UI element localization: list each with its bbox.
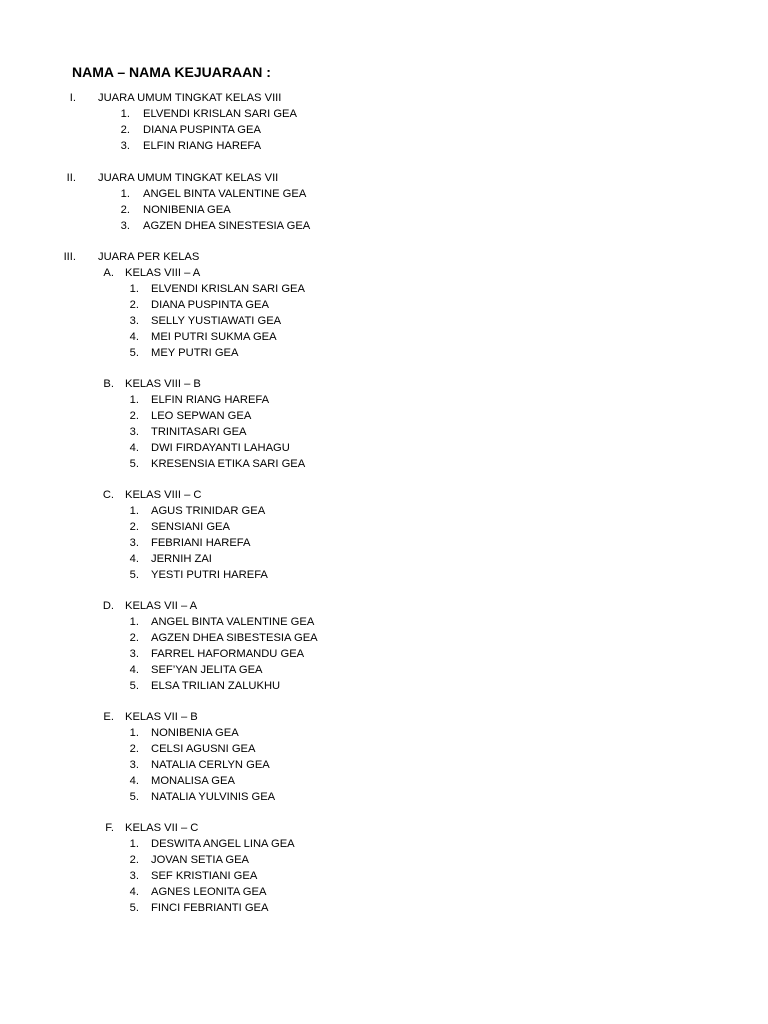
- subsection-title: KELAS VII – A: [125, 600, 198, 612]
- subsection-marker: A.: [103, 267, 114, 279]
- list-item-name: SEF’YAN JELITA GEA: [151, 664, 263, 676]
- list-item-number: 2.: [129, 632, 139, 644]
- list-item-number: 4.: [129, 553, 139, 565]
- list-item-name: ELVENDI KRISLAN SARI GEA: [151, 283, 305, 295]
- list-item-number: 4.: [129, 664, 139, 676]
- subsection-marker: F.: [105, 822, 114, 834]
- section-title: JUARA UMUM TINGKAT KELAS VII: [98, 172, 279, 184]
- list-item-number: 1.: [129, 394, 139, 406]
- list-item-name: NATALIA YULVINIS GEA: [151, 791, 276, 803]
- list-item-name: CELSI AGUSNI GEA: [151, 743, 256, 755]
- list-item-number: 4.: [129, 331, 139, 343]
- list-item-name: AGZEN DHEA SINESTESIA GEA: [143, 220, 311, 232]
- list-item-number: 1.: [129, 616, 139, 628]
- list-item-name: FINCI FEBRIANTI GEA: [151, 902, 269, 914]
- list-item-name: SELLY YUSTIAWATI GEA: [151, 315, 282, 327]
- list-item-number: 1.: [120, 108, 130, 120]
- subsection-marker: E.: [103, 711, 114, 723]
- list-item-number: 3.: [120, 220, 130, 232]
- list-item-number: 2.: [129, 521, 139, 533]
- list-item-number: 4.: [129, 886, 139, 898]
- section-title: JUARA PER KELAS: [98, 251, 200, 263]
- section-title: JUARA UMUM TINGKAT KELAS VIII: [98, 92, 282, 104]
- list-item-name: NATALIA CERLYN GEA: [151, 759, 270, 771]
- list-item-name: NONIBENIA GEA: [151, 727, 239, 739]
- list-item-number: 5.: [129, 680, 139, 692]
- list-item-name: LEO SEPWAN GEA: [151, 410, 252, 422]
- list-item-number: 3.: [129, 870, 139, 882]
- subsection-title: KELAS VIII – C: [125, 489, 202, 501]
- subsection-marker: C.: [102, 489, 114, 501]
- list-item-number: 3.: [129, 648, 139, 660]
- list-item-number: 2.: [129, 854, 139, 866]
- section-marker: III.: [63, 251, 76, 263]
- subsection-title: KELAS VII – B: [125, 711, 198, 723]
- section-marker: I.: [69, 92, 76, 104]
- list-item-name: MONALISA GEA: [151, 775, 235, 787]
- list-item-name: JERNIH ZAI: [151, 553, 212, 565]
- list-item-name: ANGEL BINTA VALENTINE GEA: [151, 616, 315, 628]
- list-item-number: 4.: [129, 775, 139, 787]
- list-item-number: 5.: [129, 791, 139, 803]
- document-title: NAMA – NAMA KEJUARAAN :: [72, 64, 271, 80]
- list-item-number: 2.: [129, 299, 139, 311]
- list-item-name: YESTI PUTRI HAREFA: [151, 569, 268, 581]
- list-item-name: AGZEN DHEA SIBESTESIA GEA: [151, 632, 318, 644]
- list-item-number: 3.: [129, 759, 139, 771]
- list-item-number: 3.: [129, 537, 139, 549]
- list-item-number: 5.: [129, 902, 139, 914]
- list-item-number: 1.: [129, 283, 139, 295]
- list-item-name: TRINITASARI GEA: [151, 426, 247, 438]
- subsection-title: KELAS VIII – A: [125, 267, 201, 279]
- list-item-name: DWI FIRDAYANTI LAHAGU: [151, 442, 290, 454]
- list-item-name: ANGEL BINTA VALENTINE GEA: [143, 188, 307, 200]
- list-item-number: 5.: [129, 569, 139, 581]
- list-item-name: MEY PUTRI GEA: [151, 347, 239, 359]
- section-marker: II.: [66, 172, 76, 184]
- subsection-title: KELAS VII – C: [125, 822, 199, 834]
- list-item-name: DIANA PUSPINTA GEA: [151, 299, 269, 311]
- list-item-number: 1.: [129, 727, 139, 739]
- list-item-number: 2.: [129, 743, 139, 755]
- list-item-number: 3.: [120, 140, 130, 152]
- list-item-number: 5.: [129, 458, 139, 470]
- list-item-name: NONIBENIA GEA: [143, 204, 231, 216]
- list-item-name: KRESENSIA ETIKA SARI GEA: [151, 458, 306, 470]
- list-item-name: FEBRIANI HAREFA: [151, 537, 251, 549]
- list-item-number: 1.: [129, 505, 139, 517]
- list-item-name: MEI PUTRI SUKMA GEA: [151, 331, 277, 343]
- subsection-marker: B.: [103, 378, 114, 390]
- list-item-name: ELSA TRILIAN ZALUKHU: [151, 680, 281, 692]
- list-item-name: ELFIN RIANG HAREFA: [151, 394, 270, 406]
- list-item-name: DESWITA ANGEL LINA GEA: [151, 838, 295, 850]
- list-item-number: 3.: [129, 426, 139, 438]
- list-item-number: 2.: [129, 410, 139, 422]
- list-item-name: ELVENDI KRISLAN SARI GEA: [143, 108, 297, 120]
- list-item-number: 4.: [129, 442, 139, 454]
- list-item-name: AGUS TRINIDAR GEA: [151, 505, 266, 517]
- subsection-title: KELAS VIII – B: [125, 378, 201, 390]
- list-item-number: 1.: [129, 838, 139, 850]
- list-item-number: 3.: [129, 315, 139, 327]
- list-item-name: SEF KRISTIANI GEA: [151, 870, 258, 882]
- list-item-name: SENSIANI GEA: [151, 521, 230, 533]
- list-item-name: AGNES LEONITA GEA: [151, 886, 267, 898]
- list-item-number: 2.: [120, 204, 130, 216]
- subsection-marker: D.: [102, 600, 114, 612]
- list-item-number: 1.: [120, 188, 130, 200]
- list-item-number: 2.: [120, 124, 130, 136]
- list-item-name: JOVAN SETIA GEA: [151, 854, 250, 866]
- list-item-name: ELFIN RIANG HAREFA: [143, 140, 262, 152]
- list-item-name: FARREL HAFORMANDU GEA: [151, 648, 305, 660]
- list-item-number: 5.: [129, 347, 139, 359]
- list-item-name: DIANA PUSPINTA GEA: [143, 124, 261, 136]
